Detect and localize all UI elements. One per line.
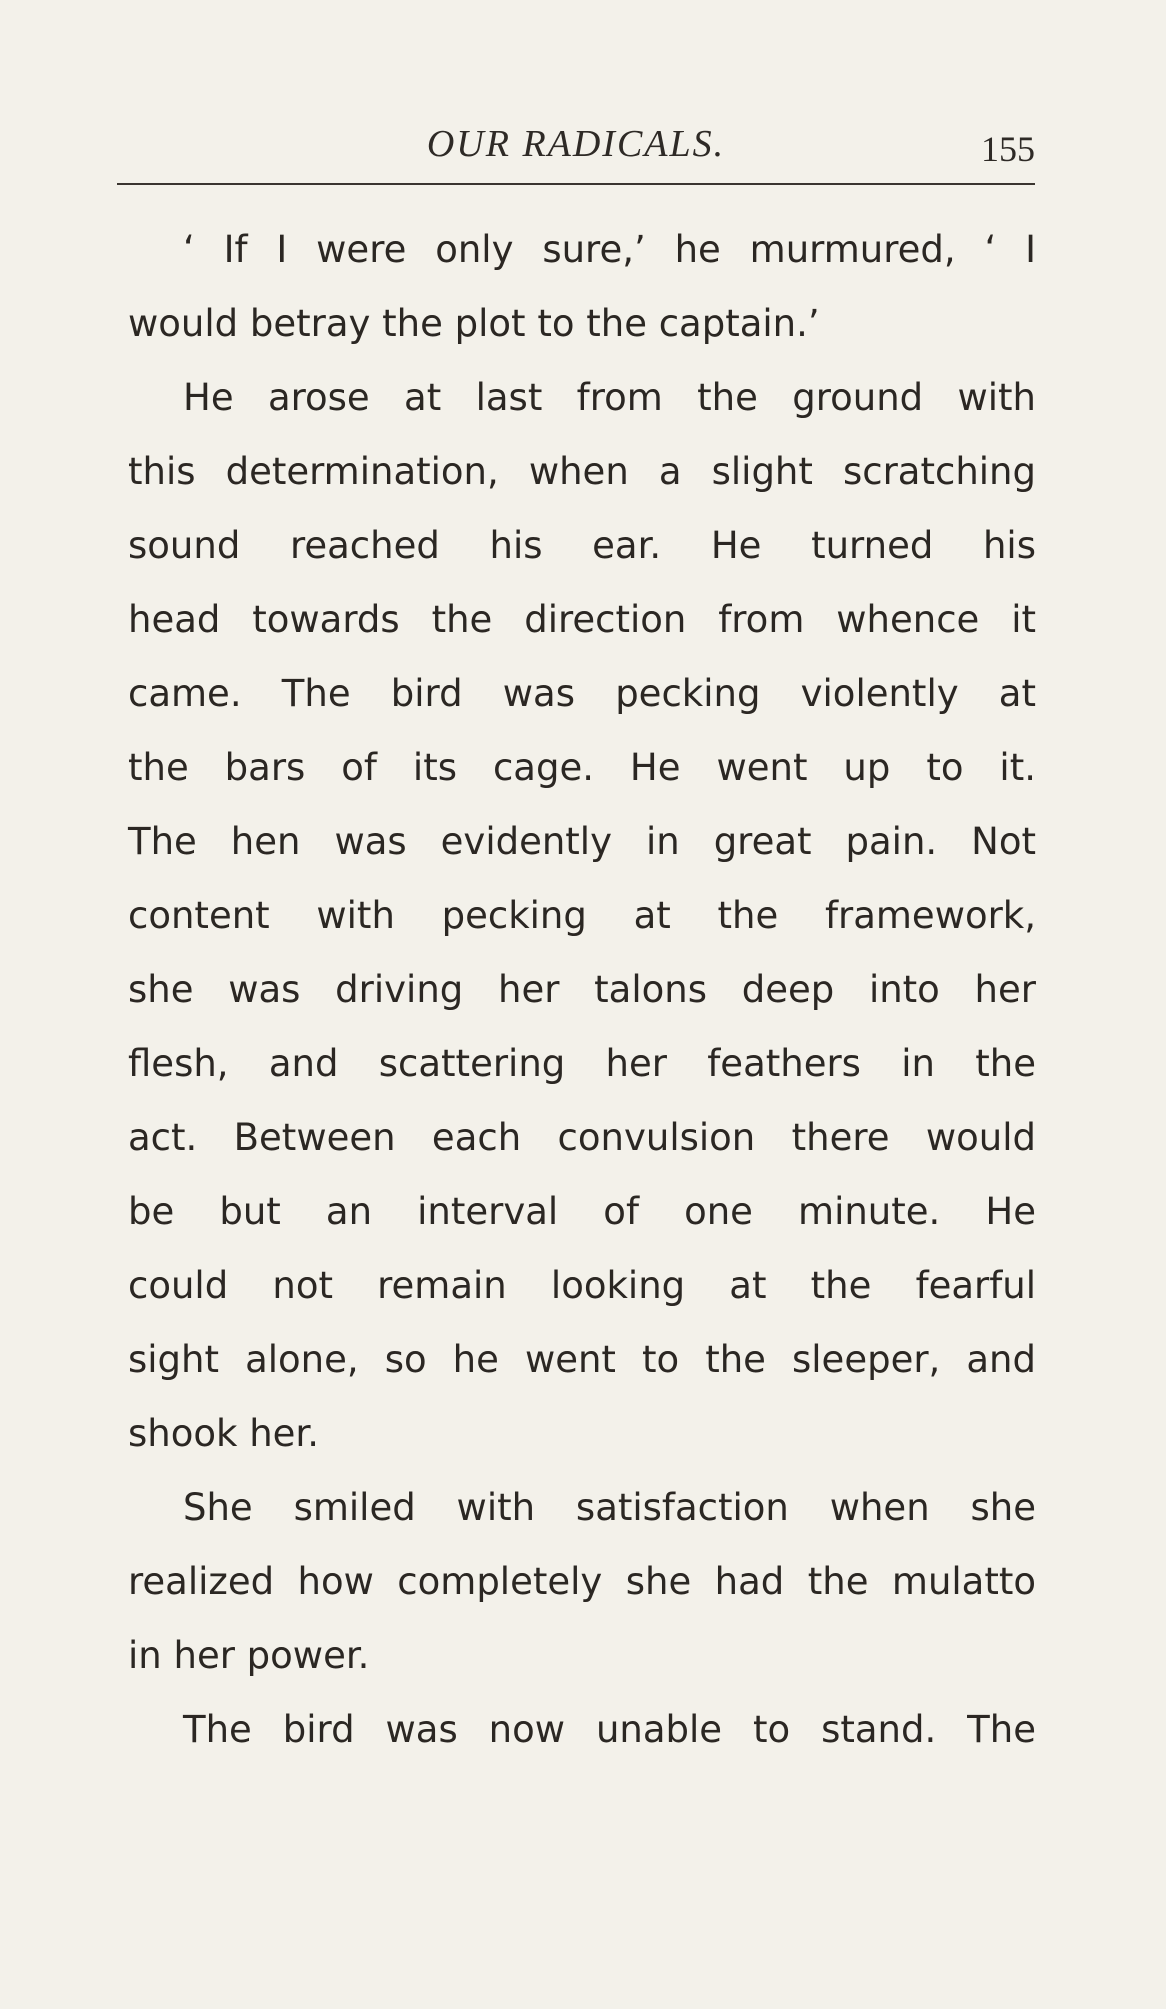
text-line: could not remain looking at the fearful [128, 1264, 1036, 1307]
text-line: She smiled with satisfaction when she [183, 1486, 1036, 1529]
text-line: in her power. [128, 1634, 370, 1677]
text-line: flesh, and scattering her feathers in the [128, 1042, 1036, 1085]
body-text [128, 213, 1036, 1767]
text-line: The bird was now unable to stand. The [183, 1708, 1036, 1751]
text-line: act. Between each convulsion there would [128, 1116, 1036, 1159]
page-number: 155 [981, 129, 1035, 169]
text-line: He arose at last from the ground with [183, 376, 1036, 419]
text-line: head towards the direction from whence it [128, 598, 1036, 641]
text-line: this determination, when a slight scratching [128, 450, 1036, 493]
header-rule [117, 183, 1035, 185]
text-line: be but an interval of one minute. He [128, 1190, 1036, 1233]
text-line: sight alone, so he went to the sleeper, and [128, 1338, 1036, 1381]
text-line: realized how completely she had the mulatto [128, 1560, 1036, 1603]
text-line: she was driving her talons deep into her [128, 968, 1036, 1011]
text-line: the bars of its cage. He went up to it. [128, 746, 1036, 789]
text-line: The hen was evidently in great pain. Not [128, 820, 1036, 863]
text-line: would betray the plot to the captain.’ [128, 302, 820, 345]
text-line: sound reached his ear. He turned his [128, 524, 1036, 567]
text-line: content with pecking at the framework, [128, 894, 1036, 937]
text-line: shook her. [128, 1412, 319, 1455]
text-line: came. The bird was pecking violently at [128, 672, 1036, 715]
text-line: ‘ If I were only sure,’ he murmured, ‘ I [183, 228, 1036, 271]
running-title: OUR RADICALS. [426, 123, 726, 165]
running-head [117, 118, 1035, 174]
